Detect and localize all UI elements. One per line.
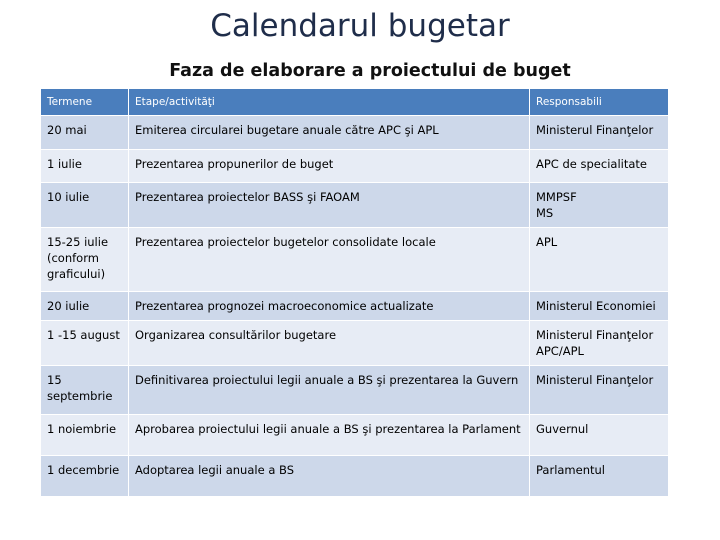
table-row (41, 228, 669, 292)
table-row (41, 116, 669, 150)
cell-etapa: Organizarea consultărilor bugetare (129, 321, 530, 366)
header-etape: Etape/activităţi (129, 89, 530, 116)
cell-responsabil (530, 228, 669, 292)
cell-termen (41, 183, 129, 228)
header-termene: Termene (41, 89, 129, 116)
cell-etapa: Prezentarea proiectelor bugetelor consolidate locale (129, 228, 530, 292)
termen-line: graficului) (47, 267, 106, 281)
cell-etapa: Prezentarea proiectelor BASS şi FAOAM (129, 183, 530, 228)
responsabil-line: APL (536, 235, 558, 249)
cell-responsabil (530, 150, 669, 183)
table-row (41, 292, 669, 321)
cell-etapa: Definitivarea proiectului legii anuale a BS şi prezentarea la Guvern (129, 366, 530, 415)
termen-line: 1 -15 august (47, 328, 120, 342)
table-row (41, 321, 669, 366)
responsabil-line: Ministerul Finanţelor (536, 373, 654, 387)
termen-line: 1 noiembrie (47, 422, 117, 436)
cell-etapa: Adoptarea legii anuale a BS (129, 456, 530, 497)
responsabil-line: Guvernul (536, 422, 589, 436)
termen-line: 15-25 iulie (47, 235, 109, 249)
termen-line: 1 decembrie (47, 463, 120, 477)
responsabil-line: Ministerul Finanţelor (536, 328, 654, 342)
responsabil-line: MMPSF (536, 190, 577, 204)
cell-termen (41, 321, 129, 366)
table-row (41, 366, 669, 415)
cell-responsabil (530, 116, 669, 150)
termen-line: 20 mai (47, 123, 87, 137)
cell-termen (41, 415, 129, 456)
cell-responsabil (530, 321, 669, 366)
termen-line: 10 iulie (47, 190, 90, 204)
responsabil-line: Parlamentul (536, 463, 605, 477)
cell-responsabil (530, 456, 669, 497)
cell-responsabil (530, 415, 669, 456)
table-row (41, 150, 669, 183)
termen-line: septembrie (47, 389, 113, 403)
table-header-row (41, 89, 669, 116)
cell-termen (41, 228, 129, 292)
cell-etapa: Aprobarea proiectului legii anuale a BS şi prezentarea la Parlament (129, 415, 530, 456)
page-subtitle: Faza de elaborare a proiectului de buget (169, 61, 571, 81)
termen-line: 20 iulie (47, 299, 90, 313)
responsabil-line: MS (536, 206, 554, 220)
cell-responsabil (530, 183, 669, 228)
cell-etapa: Prezentarea prognozei macroeconomice actualizate (129, 292, 530, 321)
responsabil-line: APC de specialitate (536, 157, 647, 171)
cell-termen (41, 456, 129, 497)
table-row (41, 183, 669, 228)
cell-responsabil (530, 366, 669, 415)
cell-responsabil (530, 292, 669, 321)
table-row (41, 415, 669, 456)
header-responsabili: Responsabili (530, 89, 669, 116)
responsabil-line: Ministerul Economiei (536, 299, 656, 313)
budget-calendar-table (40, 88, 669, 497)
termen-line: 15 (47, 373, 62, 387)
table-row (41, 456, 669, 497)
cell-etapa: Emiterea circularei bugetare anuale către APC şi APL (129, 116, 530, 150)
responsabil-line: Ministerul Finanţelor (536, 123, 654, 137)
termen-line: 1 iulie (47, 157, 82, 171)
cell-termen (41, 116, 129, 150)
cell-etapa: Prezentarea propunerilor de buget (129, 150, 530, 183)
cell-termen (41, 150, 129, 183)
page-title: Calendarul bugetar (210, 8, 510, 44)
cell-termen (41, 292, 129, 321)
termen-line: (conform (47, 251, 99, 265)
responsabil-line: APC/APL (536, 344, 584, 358)
cell-termen (41, 366, 129, 415)
